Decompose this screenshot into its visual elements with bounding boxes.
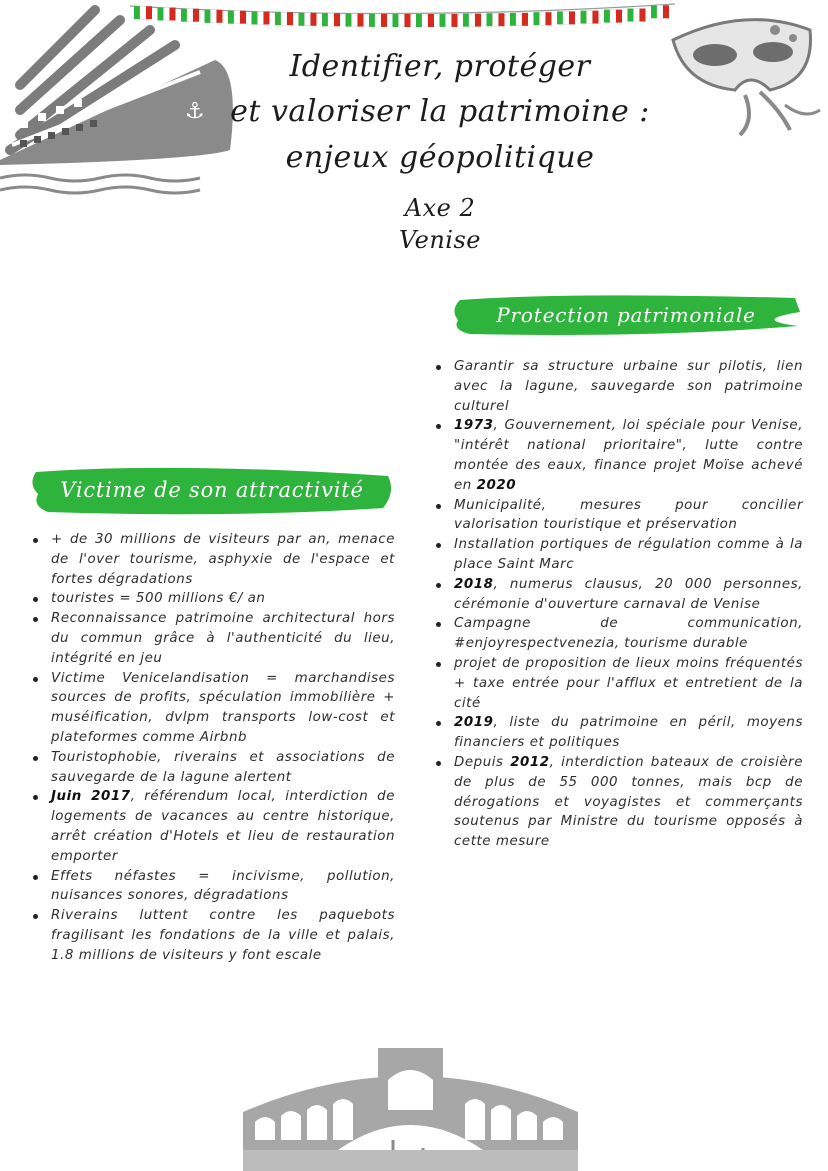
list-item: Depuis 2012, interdiction bateaux de croisière de plus de 55 000 tonnes, mais bcp de dérogations et voyagistes et commerçants soutenus par Ministre du tourisme opposés à cette mesure (433, 753, 803, 852)
list-item: 2018, numerus clausus, 20 000 personnes, cérémonie d'ouverture carnaval de Venise (433, 575, 803, 615)
list-item: Victime Venicelandisation = marchandises sources de profits, spéculation immobilière + muséification, dvlpm transports low-cost et plateformes comme Airbnb (30, 669, 395, 748)
flag-stripe (416, 14, 422, 27)
axis-label: Axe 2 (404, 194, 476, 222)
section-heading-right: Protection patrimoniale (496, 303, 756, 327)
bridge-arch (281, 1111, 301, 1140)
flag-stripe (569, 11, 575, 24)
flag-stripe (510, 13, 516, 26)
bridge-arch (307, 1105, 327, 1140)
flag-stripe (311, 13, 317, 26)
date-emphasis: Juin 2017 (51, 789, 131, 805)
flag-stripe (493, 13, 499, 26)
flag-stripe (487, 13, 493, 26)
city-label: Venise (399, 226, 481, 254)
flag-stripe (369, 14, 375, 27)
list-item: Touristophobie, riverains et associations de sauvegarde de la lagune alertent (30, 748, 395, 788)
flag-stripe (405, 14, 411, 27)
bridge-arch (491, 1105, 511, 1140)
flag-stripe (287, 12, 293, 25)
flag-stripe (540, 12, 546, 25)
flag-stripe (546, 12, 552, 25)
rialto-bridge-icon (243, 1040, 578, 1171)
list-item: Municipalité, mesures pour concilier valorisation touristique et préservation (433, 496, 803, 536)
flag-stripe (499, 13, 505, 26)
flag-stripe (428, 14, 434, 27)
flag-stripe (305, 13, 311, 26)
flag-stripe (322, 13, 328, 26)
flag-stripe (557, 11, 563, 24)
flag-stripe (328, 13, 334, 26)
bridge-arch (543, 1117, 563, 1140)
date-emphasis: 2019 (454, 715, 494, 731)
bridge-arch (333, 1099, 353, 1140)
flag-stripe (522, 13, 528, 26)
cruise-ship-icon (0, 0, 245, 195)
flag-stripe (657, 5, 663, 18)
bridge-arch (517, 1111, 537, 1140)
flag-stripe (593, 11, 599, 24)
flag-stripe (587, 11, 593, 24)
flag-stripe (634, 9, 640, 22)
section-heading-left: Victime de son attractivité (60, 478, 364, 502)
flag-stripe (604, 10, 610, 23)
list-protection (433, 357, 803, 852)
bridge-arch (465, 1099, 485, 1140)
heading-victime-banner (28, 462, 396, 518)
flag-stripe (628, 9, 634, 22)
flag-stripe (440, 14, 446, 27)
bridge-arch (255, 1117, 275, 1140)
date-emphasis: 2018 (454, 576, 494, 592)
flag-stripe (610, 10, 616, 23)
flag-stripe (640, 9, 646, 22)
list-item: projet de proposition de lieux moins fréquentés + taxe entrée pour l'afflux et entretient de la cité (433, 654, 803, 713)
flag-stripe (534, 12, 540, 25)
heading-protection-banner (450, 290, 802, 340)
page-title-line-1: Identifier, protéger (289, 49, 591, 84)
flag-stripe (399, 14, 405, 27)
flag-stripe (299, 13, 305, 26)
list-item: touristes = 500 millions €/ an (30, 589, 395, 609)
flag-stripe (446, 14, 452, 27)
flag-stripe (475, 14, 481, 27)
flag-stripe (581, 11, 587, 24)
flag-stripe (334, 13, 340, 26)
list-item: Campagne de communication, #enjoyrespectvenezia, tourisme durable (433, 614, 803, 654)
flag-stripe (616, 10, 622, 23)
flag-stripe (275, 12, 281, 25)
flag-stripe (281, 12, 287, 25)
svg-text:⚓: ⚓ (185, 99, 205, 124)
list-item: Juin 2017, référendum local, interdiction de logements de vacances au centre historique, arrêt création d'Hotels et lieu de restauration emporter (30, 787, 395, 866)
list-item: Riverains luttent contre les paquebots fragilisant les fondations de la ville et palais, 1.8 millions de visiteurs y font escale (30, 906, 395, 965)
flag-stripe (516, 13, 522, 26)
list-item: 1973, Gouvernement, loi spéciale pour Venise, "intérêt national prioritaire", lutte contre montée des eaux, finance projet Moïse achevé en 2020 (433, 416, 803, 495)
flag-stripe (422, 14, 428, 27)
flag-stripe (346, 14, 352, 27)
flag-stripe (258, 12, 264, 25)
date-emphasis: 1973 (454, 418, 494, 434)
flag-stripe (375, 14, 381, 27)
flag-stripe (651, 5, 657, 18)
list-item: Garantir sa structure urbaine sur pilotis, lien avec la lagune, sauvegarde son patrimoine culturel (433, 357, 803, 416)
page-title-line-3: enjeux géopolitique (285, 140, 595, 175)
flag-stripe (352, 14, 358, 27)
list-item: 2019, liste du patrimoine en péril, moyens financiers et politiques (433, 713, 803, 753)
flag-stripe (469, 14, 475, 27)
list-item: Effets néfastes = incivisme, pollution, nuisances sonores, dégradations (30, 867, 395, 907)
date-emphasis: 2020 (476, 477, 517, 493)
page-title-line-2: et valoriser la patrimoine : (230, 94, 650, 129)
flag-stripe (563, 11, 569, 24)
flag-stripe (381, 14, 387, 27)
list-item: Installation portiques de régulation comme à la place Saint Marc (433, 535, 803, 575)
flag-stripe (358, 14, 364, 27)
flag-stripe (264, 12, 270, 25)
list-item: Reconnaissance patrimoine architectural hors du commun grâce à l'authenticité du lieu, intégrité en jeu (30, 609, 395, 668)
flag-stripe (393, 14, 399, 27)
flag-stripe (463, 14, 469, 27)
flag-stripe (252, 12, 258, 25)
carnival-mask-icon (665, 10, 825, 140)
flag-stripe (452, 14, 458, 27)
list-victime (30, 530, 395, 966)
list-item: + de 30 millions de visiteurs par an, menace de l'over tourisme, asphyxie de l'espace et fortes dégradations (30, 530, 395, 589)
date-emphasis: 2012 (510, 754, 550, 770)
